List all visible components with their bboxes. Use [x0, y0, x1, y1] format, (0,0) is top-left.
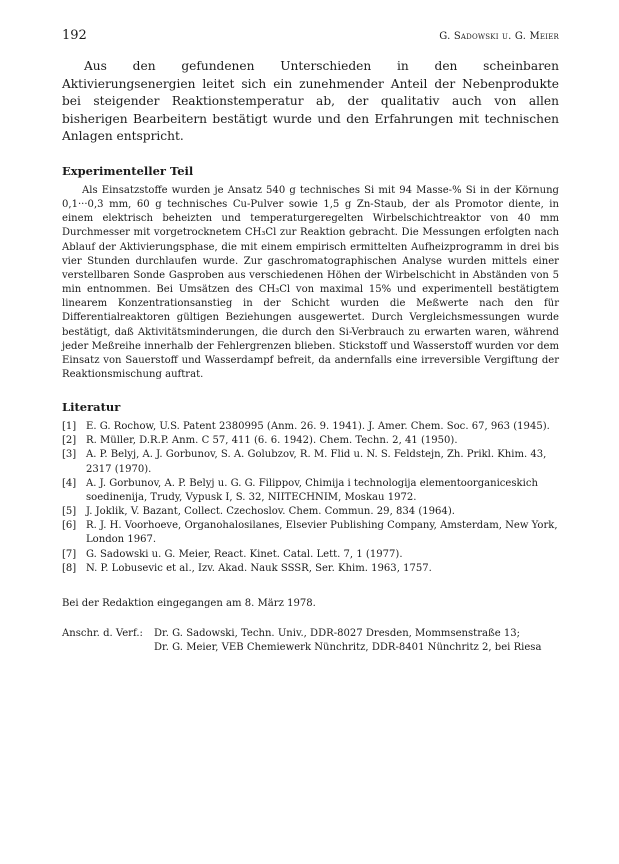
reference-item [62, 420, 559, 434]
lead-paragraph: Aus den gefundenen Unterschieden in den scheinbaren Aktivierungsenergien leitet sich ein zunehmender Anteil der Nebenprodukte bei steigender Reaktionstemperatur ab, der qualitativ auch von allen bisherigen Bearbeitern bestätigt wurde und den Erfahrungen mit technischen Anlagen entspricht. [62, 59, 559, 144]
experimental-heading: Experimenteller Teil [62, 163, 194, 178]
page-header [62, 28, 559, 50]
journal-page [62, 28, 559, 656]
reference-text: R. J. H. Voorhoeve, Organohalosilanes, Elsevier Publishing Company, Amsterdam, New York, London 1967. [86, 520, 558, 546]
reference-item [62, 505, 559, 519]
reference-number: [2] [62, 435, 77, 447]
reference-item [62, 548, 559, 562]
reference-text: N. P. Lobusevic et al., Izv. Akad. Nauk SSSR, Ser. Khim. 1963, 1757. [86, 562, 432, 574]
reference-item [62, 519, 559, 547]
address-line: Dr. G. Meier, VEB Chemiewerk Nünchritz, DDR-8401 Nünchritz 2, bei Riesa [154, 642, 542, 654]
address-label-spacer [62, 641, 154, 655]
address-row [62, 627, 559, 641]
reference-number: [7] [62, 548, 77, 560]
reference-number: [6] [62, 520, 77, 532]
page-number: 192 [62, 28, 87, 43]
reference-text: J. Joklik, V. Bazant, Collect. Czechoslov. Chem. Commun. 29, 834 (1964). [86, 506, 455, 518]
reference-text: E. G. Rochow, U.S. Patent 2380995 (Anm. 26. 9. 1941). J. Amer. Chem. Soc. 67, 963 (1945). [86, 421, 550, 433]
reference-number: [3] [62, 449, 77, 461]
reference-item [62, 434, 559, 448]
reference-text: A. J. Gorbunov, A. P. Belyj u. G. G. Filippov, Chimija i technologija elementoorganiceskich soedinenija, Trudy, Vypusk I, S. 32, NIITECHNIM, Moskau 1972. [86, 477, 538, 503]
reference-text: A. P. Belyj, A. J. Gorbunov, S. A. Golubzov, R. M. Flid u. N. S. Feldstejn, Zh. Prikl. Khim. 43, 2317 (1970). [86, 449, 547, 475]
experimental-paragraph: Als Einsatzstoffe wurden je Ansatz 540 g technisches Si mit 94 Masse-% Si in der Körnung 0,1···0,3 mm, 60 g technisches Cu-Pulver sowie 1,5 g Zn-Staub, der als Promotor diente, in einem elektrisch beheizten und temperaturgeregelten Wirbelschichtreaktor von 40 mm Durchmesser mit vorgetrocknetem CH₃Cl zur Reaktion gebracht. Die Messungen erfolgten nach Ablauf der Aktivierungsphase, die mit einem empirisch ermittelten Aufheizprogramm in drei bis vier Stunden durchlaufen wurde. Zur gaschromatographischen Analyse wurden mittels einer verstellbaren Sonde Gasproben aus verschiedenen Höhen der Wirbelschicht in Abständen von 5 min entnommen. Bei Umsätzen des CH₃Cl von maximal 15% und experimentell bestätigtem linearem Konzentrationsanstieg in der Schicht wurden die Meßwerte nach den für Differentialreaktoren gültigen Beziehungen ausgewertet. Durch Vergleichsmessungen wurde bestätigt, daß Aktivitätsminderungen, die durch den Si-Verbrauch zu erwarten waren, während jeder Meßreihe innerhalb der Fehlergrenzen blieben. Stickstoff und Wasserstoff wurden vor dem Einsatz von Sauerstoff und Wasserdampf befreit, da andernfalls eine irreversible Vergiftung der Reaktionsmischung auftrat. [62, 184, 559, 380]
address-row [62, 641, 559, 655]
reference-number: [5] [62, 506, 77, 518]
reference-item [62, 477, 559, 505]
reference-list [62, 420, 559, 576]
reference-item [62, 448, 559, 476]
reference-number: [8] [62, 562, 77, 574]
reference-number: [4] [62, 477, 77, 489]
literature-heading: Literatur [62, 400, 121, 415]
running-head: G. Sadowski u. G. Meier [439, 31, 559, 42]
reference-text: R. Müller, D.R.P. Anm. C 57, 411 (6. 6. 1942). Chem. Techn. 2, 41 (1950). [86, 435, 458, 447]
reference-number: [1] [62, 421, 77, 433]
address-line: Dr. G. Sadowski, Techn. Univ., DDR-8027 Dresden, Mommsenstraße 13; [154, 627, 521, 639]
reference-text: G. Sadowski u. G. Meier, React. Kinet. Catal. Lett. 7, 1 (1977). [86, 548, 403, 560]
address-label: Anschr. d. Verf.: [62, 627, 143, 639]
received-note: Bei der Redaktion eingegangen am 8. März 1978. [62, 597, 316, 609]
author-address [62, 627, 559, 656]
reference-item [62, 562, 559, 576]
